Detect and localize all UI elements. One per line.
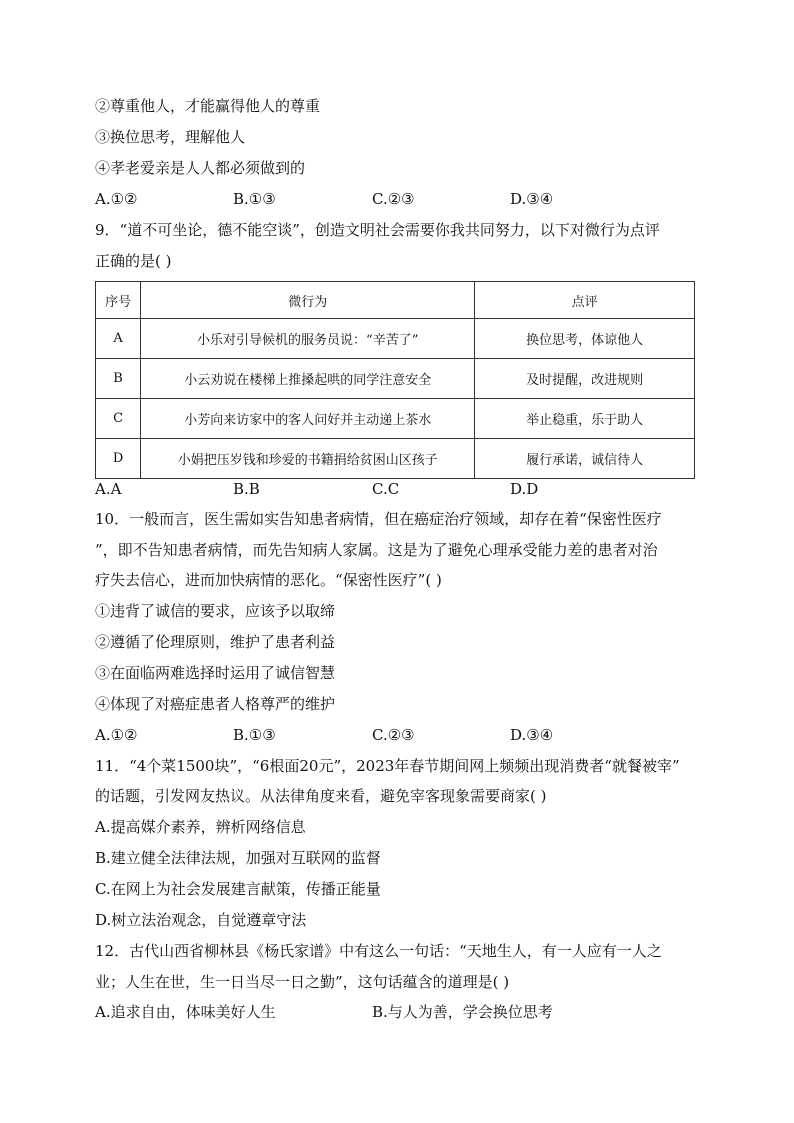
q8-option-b[interactable]: B.①③: [233, 190, 276, 208]
q9-option-b[interactable]: B.B: [233, 480, 260, 498]
row-index: D: [96, 439, 141, 479]
table-row: [96, 399, 695, 439]
q8-statement-3: ③换位思考，理解他人: [95, 128, 246, 146]
q11-stem-line-2: 的话题，引发网友热议。从法律角度来看，避免宰客现象需要商家( ): [95, 787, 547, 805]
row-behavior: 小芳向来访家中的客人问好并主动递上茶水: [141, 399, 475, 439]
q10-stem-line-1: 10．一般而言，医生需如实告知患者病情，但在癌症治疗领域，却存在着“保密性医疗: [95, 510, 662, 528]
q9-behavior-table: [95, 281, 695, 479]
table-header-row: [96, 282, 695, 319]
q8-option-a[interactable]: A.①②: [95, 190, 138, 208]
q12-stem-line-2: 业；人生在世，生一日当尽一日之勤”，这句话蕴含的道理是( ): [95, 973, 510, 991]
table-row: [96, 319, 695, 359]
q8-statement-4: ④孝老爱亲是人人都必须做到的: [95, 159, 306, 177]
q9-stem-line-2: 正确的是( ): [95, 252, 172, 270]
q10-statement-2: ②遵循了伦理原则，维护了患者利益: [95, 633, 336, 651]
q8-option-d[interactable]: D.③④: [510, 190, 554, 208]
q12-choice-a[interactable]: A.追求自由，体味美好人生: [95, 1003, 276, 1021]
q11-choice-c[interactable]: C.在网上为社会发展建言献策，传播正能量: [95, 880, 381, 898]
row-index: B: [96, 359, 141, 399]
q10-statement-4: ④体现了对癌症患者人格尊严的维护: [95, 695, 336, 713]
q12-stem-line-1: 12．古代山西省柳林县《杨氏家谱》中有这么一句话：“天地生人，有一人应有一人之: [95, 942, 662, 960]
row-comment: 举止稳重，乐于助人: [475, 399, 695, 439]
row-comment: 履行承诺，诚信待人: [475, 439, 695, 479]
q10-statement-1: ①违背了诚信的要求，应该予以取缔: [95, 602, 336, 620]
row-comment: 及时提醒，改进规则: [475, 359, 695, 399]
q9-stem-line-1: 9．“道不可坐论，德不能空谈”，创造文明社会需要你我共同努力，以下对微行为点评: [95, 221, 660, 239]
q11-choice-a[interactable]: A.提高媒介素养，辨析网络信息: [95, 818, 306, 836]
q9-options: [95, 479, 705, 499]
table-row: [96, 439, 695, 479]
q10-stem-line-2: ”，即不告知患者病情，而先告知病人家属。这是为了避免心理承受能力差的患者对治: [95, 541, 658, 559]
table-row: [96, 359, 695, 399]
row-behavior: 小娟把压岁钱和珍爱的书籍捐给贫困山区孩子: [141, 439, 475, 479]
q9-option-d[interactable]: D.D: [510, 480, 539, 498]
q8-option-c[interactable]: C.②③: [372, 190, 415, 208]
row-behavior: 小云劝说在楼梯上推搡起哄的同学注意安全: [141, 359, 475, 399]
q10-option-d[interactable]: D.③④: [510, 726, 554, 744]
row-behavior: 小乐对引导候机的服务员说：“辛苦了”: [141, 319, 475, 359]
q10-option-b[interactable]: B.①③: [233, 726, 276, 744]
q11-choice-d[interactable]: D.树立法治观念，自觉遵章守法: [95, 911, 307, 929]
q10-statement-3: ③在面临两难选择时运用了诚信智慧: [95, 664, 336, 682]
header-behavior: 微行为: [141, 282, 475, 319]
q8-statement-2: ②尊重他人，才能赢得他人的尊重: [95, 97, 321, 115]
row-index: A: [96, 319, 141, 359]
header-index: 序号: [96, 282, 141, 319]
row-index: C: [96, 399, 141, 439]
header-comment: 点评: [475, 282, 695, 319]
q10-options: [95, 725, 705, 745]
q9-option-a[interactable]: A.A: [95, 480, 122, 498]
row-comment: 换位思考，体谅他人: [475, 319, 695, 359]
q9-option-c[interactable]: C.C: [372, 480, 400, 498]
q8-options: [95, 189, 705, 209]
q10-option-c[interactable]: C.②③: [372, 726, 415, 744]
q10-option-a[interactable]: A.①②: [95, 726, 138, 744]
q11-stem-line-1: 11．“4个菜1500块”，“6根面20元”，2023年春节期间网上频频出现消费者“就餐被宰”: [95, 757, 680, 775]
q12-choice-b[interactable]: B.与人为善，学会换位思考: [372, 1003, 553, 1021]
q10-stem-line-3: 疗失去信心，进而加快病情的恶化。“保密性医疗”( ): [95, 571, 442, 589]
q12-choices: [95, 1002, 705, 1022]
q11-choice-b[interactable]: B.建立健全法律法规，加强对互联网的监督: [95, 849, 381, 867]
